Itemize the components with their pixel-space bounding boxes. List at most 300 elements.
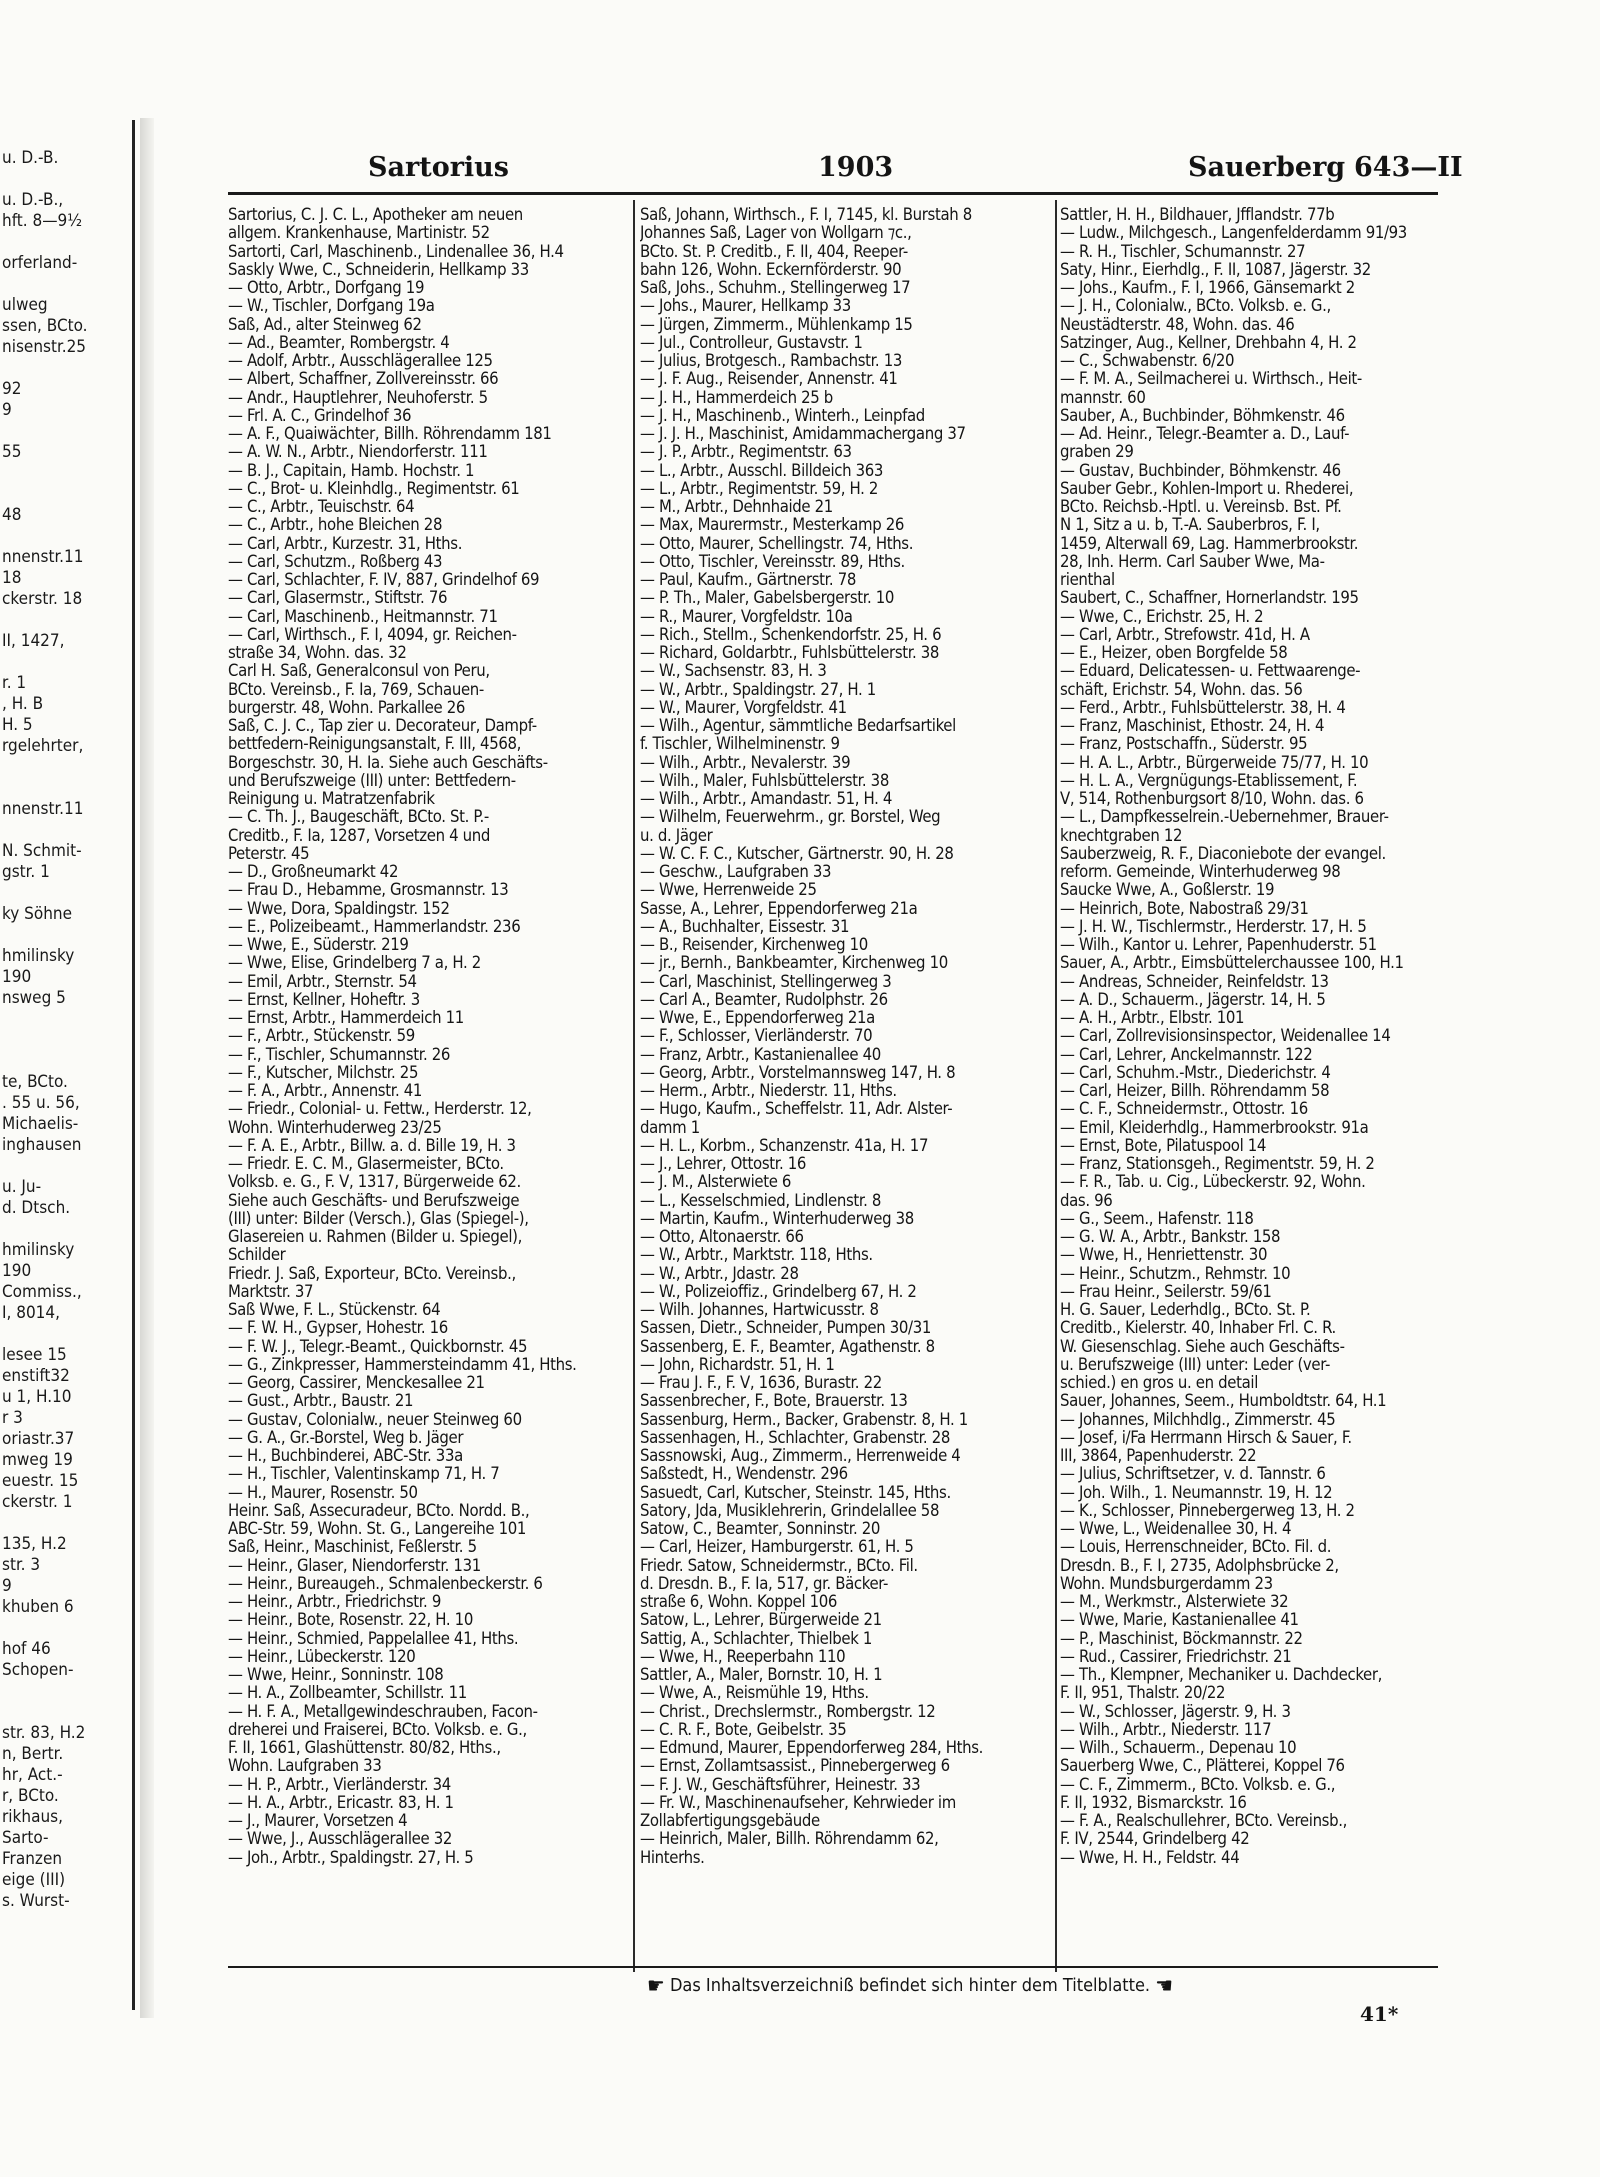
directory-entry-line: und Berufszweige (III) unter: Bettfedern- [228, 771, 516, 790]
directory-entry-line: burgerstr. 48, Wohn. Parkallee 26 [228, 698, 465, 717]
directory-entry-line: schied.) en gros u. en detail [1060, 1374, 1259, 1392]
footer-text: Das Inhaltsverzeichniß befindet sich hinter dem Titelblatte. [669, 1975, 1151, 1996]
directory-entry-line: — Johannes, Milchhdlg., Zimmerstr. 45 [1060, 1410, 1336, 1429]
directory-entry-line: — W., Arbtr., Marktstr. 118, Hths. [640, 1246, 873, 1265]
facing-page-fragment: u. Ju- [2, 1177, 42, 1197]
directory-entry-line: — Th., Klempner, Mechaniker u. Dachdecker, [1060, 1666, 1383, 1684]
directory-entry-line: Volksb. e. G., F. V, 1317, Bürgerweide 62. [228, 1173, 521, 1192]
directory-entry-line: — A., Buchhalter, Eissestr. 31 [640, 917, 850, 936]
directory-entry-line: — Ferd., Arbtr., Fuhlsbüttelerstr. 38, H. 4 [1060, 698, 1346, 717]
directory-entry-line: BCto. Vereinsb., F. Ia, 769, Schauen- [228, 680, 484, 699]
directory-entry-line: Saß, Johann, Wirthsch., F. I, 7145, kl. Burstah 8 [640, 206, 972, 224]
directory-entry-line: f. Tischler, Wilhelminenstr. 9 [640, 735, 840, 754]
directory-entry-line: F. IV, 2544, Grindelberg 42 [1060, 1830, 1250, 1849]
facing-page-fragment: 9 [2, 400, 12, 420]
directory-entry-line: — Wwe, Dora, Spaldingstr. 152 [228, 899, 450, 918]
directory-entry-line: — Jul., Controlleur, Gustavstr. 1 [640, 333, 863, 352]
directory-entry-line: — Carl, Lehrer, Anckelmannstr. 122 [1060, 1045, 1313, 1064]
directory-entry-line: — J. J. H., Maschinist, Amidammachergang 37 [640, 425, 966, 443]
facing-page-fragment: 135, H.2 [2, 1534, 67, 1554]
page-header [228, 152, 1463, 188]
directory-entry-line: — Georg, Cassirer, Menckesallee 21 [228, 1374, 485, 1392]
directory-entry-line: — Wwe, C., Erichstr. 25, H. 2 [1060, 607, 1264, 626]
directory-entry-line: graben 29 [1060, 443, 1134, 462]
directory-entry-line: Friedr. Satow, Schneidermstr., BCto. Fil. [640, 1556, 918, 1575]
directory-entry-line: — H. L. A., Vergnügungs-Etablissement, F. [1060, 771, 1358, 790]
directory-entry-line: — Carl, Schuhm.-Mstr., Diederichstr. 4 [1060, 1063, 1331, 1082]
directory-entry-line: Wohn. Laufgraben 33 [228, 1757, 382, 1776]
facing-page-fragment: H. 5 [2, 715, 33, 735]
directory-entry-line: — H., Tischler, Valentinskamp 71, H. 7 [228, 1465, 500, 1484]
directory-entry-line: — C., Arbtr., Teuischstr. 64 [228, 498, 415, 516]
directory-entry-line: F. II, 1932, Bismarckstr. 16 [1060, 1793, 1247, 1812]
directory-entry-line: — E., Polizeibeamt., Hammerlandstr. 236 [228, 917, 521, 936]
directory-entry-line: allgem. Krankenhause, Martinistr. 52 [228, 224, 490, 243]
facing-page-fragment: Sarto- [2, 1828, 49, 1848]
directory-entry-line: — Wilh., Arbtr., Niederstr. 117 [1060, 1720, 1272, 1739]
facing-page-fragment: hof 46 [2, 1639, 51, 1659]
directory-entry-line: Sasse, A., Lehrer, Eppendorferweg 21a [640, 899, 918, 918]
directory-entry-line: — Josef, i/Fa Herrmann Hirsch & Sauer, F. [1060, 1428, 1352, 1447]
directory-entry-line: — Wwe, Marie, Kastanienallee 41 [1060, 1611, 1299, 1630]
directory-entry-line: — W., Arbtr., Spaldingstr. 27, H. 1 [640, 680, 876, 699]
facing-page-fragment: orferland- [2, 253, 78, 273]
facing-page-fragment: hmilinsky [2, 946, 75, 966]
directory-entry-line: — Heinr., Glaser, Niendorferstr. 131 [228, 1556, 481, 1575]
directory-entry-line: — A. W. N., Arbtr., Niendorferstr. 111 [228, 443, 488, 462]
directory-entry-line: — Carl, Heizer, Billh. Röhrendamm 58 [1060, 1082, 1330, 1100]
directory-entry-line: — Heinrich, Bote, Nabostraß 29/31 [1060, 899, 1309, 918]
directory-entry-line: — Ernst, Arbtr., Hammerdeich 11 [228, 1009, 464, 1027]
directory-entry-line: — C. F., Zimmerm., BCto. Volksb. e. G., [1060, 1775, 1336, 1794]
facing-page-fragment: II, 1427, [2, 631, 65, 651]
directory-entry-line: — Wilh., Kantor u. Lehrer, Papenhuderstr. 51 [1060, 936, 1377, 954]
directory-entry-line: BCto. St. P. Creditb., F. II, 404, Reeper- [640, 242, 908, 261]
directory-entry-line: — Ad., Beamter, Rombergstr. 4 [228, 333, 450, 352]
directory-entry-line: Saß Wwe, F. L., Stückenstr. 64 [228, 1301, 441, 1319]
directory-entry-line: Satory, Jda, Musiklehrerin, Grindelallee 58 [640, 1501, 940, 1520]
directory-entry-line: — W. C. F. C., Kutscher, Gärtnerstr. 90, H. 28 [640, 844, 954, 863]
directory-entry-line: Wohn. Winterhuderweg 23/25 [228, 1118, 442, 1137]
header-first-name: Sartorius [368, 152, 510, 183]
directory-entry-line: — Carl, Zollrevisionsinspector, Weidenallee 14 [1060, 1027, 1391, 1046]
directory-entry-line: — G., Seem., Hafenstr. 118 [1060, 1209, 1254, 1228]
directory-entry-line: — F. R., Tab. u. Cig., Lübeckerstr. 92, Wohn. [1060, 1173, 1366, 1192]
directory-entry-line: — Ernst, Kellner, Hoheftr. 3 [228, 990, 420, 1009]
directory-entry-line: Saß, Heinr., Maschinist, Feßlerstr. 5 [228, 1538, 477, 1557]
directory-entry-line: — Heinr., Lübeckerstr. 120 [228, 1647, 416, 1666]
directory-entry-line: knechtgraben 12 [1060, 826, 1183, 845]
facing-page-fragment: mweg 19 [2, 1450, 73, 1470]
directory-entry-line: Siehe auch Geschäfts- und Berufszweige [228, 1191, 520, 1210]
directory-entry-line: — W., Tischler, Dorfgang 19a [228, 297, 435, 316]
directory-entry-line: Sartorti, Carl, Maschinenb., Lindenallee 36, H.4 [228, 242, 564, 261]
facing-page-fragment: r, BCto. [2, 1786, 59, 1806]
printer-signature: 41* [1360, 2002, 1399, 2026]
directory-entry-line: (III) unter: Bilder (Versch.), Glas (Spiegel-), [228, 1209, 529, 1228]
facing-page-fragment: str. 83, H.2 [2, 1723, 86, 1743]
directory-entry-line: — Johs., Maurer, Hellkamp 33 [640, 297, 851, 316]
directory-entry-line: — Martin, Kaufm., Winterhuderweg 38 [640, 1209, 914, 1228]
directory-entry-line: — Wwe, Herrenweide 25 [640, 881, 817, 900]
facing-page-fragment: lesee 15 [2, 1345, 67, 1365]
directory-entry-line: N 1, Sitz a u. b, T.-A. Sauberbros, F. I, [1060, 516, 1320, 535]
directory-entry-line: — Andr., Hauptlehrer, Neuhoferstr. 5 [228, 388, 488, 407]
directory-entry-line: — Rud., Cassirer, Friedrichstr. 21 [1060, 1647, 1292, 1666]
pointing-hand-icon: ☚ [1155, 1974, 1173, 1999]
directory-entry-line: — Heinr., Arbtr., Friedrichstr. 9 [228, 1593, 441, 1611]
directory-entry-line: Schilder [228, 1246, 286, 1265]
directory-entry-line: — H. A., Zollbeamter, Schillstr. 11 [228, 1684, 467, 1703]
directory-entry-line: Sattig, A., Schlachter, Thielbek 1 [640, 1629, 873, 1648]
directory-entry-line: damm 1 [640, 1118, 700, 1137]
facing-page-fragment: 9 [2, 1576, 12, 1596]
facing-page-fragment: te, BCto. [2, 1072, 68, 1092]
directory-entry-line: — Fr. W., Maschinenaufseher, Kehrwieder im [640, 1793, 956, 1812]
directory-entry-line: — C. F., Schneidermstr., Ottostr. 16 [1060, 1100, 1308, 1119]
header-rule [228, 192, 1438, 195]
directory-entry-line: Saß, C. J. C., Tap zier u. Decorateur, Dampf- [228, 717, 537, 735]
directory-entry-line: — L., Arbtr., Ausschl. Billdeich 363 [640, 461, 884, 480]
directory-entry-line: — C., Arbtr., hohe Bleichen 28 [228, 516, 443, 535]
directory-entry-line: Saskly Wwe, C., Schneiderin, Hellkamp 33 [228, 260, 529, 279]
directory-entry-line: Neustädterstr. 48, Wohn. das. 46 [1060, 315, 1295, 334]
directory-entry-line: Glasereien u. Rahmen (Bilder u. Spiegel), [228, 1228, 523, 1246]
directory-entry-line: Saucke Wwe, A., Goßlerstr. 19 [1060, 881, 1275, 900]
directory-entry-line: Hinterhs. [640, 1848, 705, 1867]
facing-page-fragment: nsweg 5 [2, 988, 66, 1008]
directory-entry-line: — Edmund, Maurer, Eppendorferweg 284, Hths. [640, 1739, 984, 1757]
directory-entry-line: — Emil, Kleiderhdlg., Hammerbrookstr. 91a [1060, 1118, 1369, 1137]
directory-entry-line: Friedr. J. Saß, Exporteur, BCto. Vereinsb., [228, 1264, 516, 1283]
directory-entry-line: — Frau D., Hebamme, Grosmannstr. 13 [228, 881, 509, 900]
facing-page-fragment: 190 [2, 967, 32, 987]
directory-entry-line: Sauber Gebr., Kohlen-Import u. Rhederei, [1060, 479, 1354, 498]
directory-entry-line: — J. H., Colonialw., BCto. Volksb. e. G., [1060, 297, 1331, 316]
directory-entry-line: mannstr. 60 [1060, 388, 1146, 407]
directory-entry-line: — Jürgen, Zimmerm., Mühlenkamp 15 [640, 315, 913, 334]
directory-entry-line: — Carl, Wirthsch., F. I, 4094, gr. Reichen- [228, 625, 517, 644]
directory-entry-line: — H. A., Arbtr., Ericastr. 83, H. 1 [228, 1793, 454, 1812]
facing-page-fragment: 48 [2, 505, 22, 525]
facing-page-fragment: hmilinsky [2, 1240, 75, 1260]
directory-entry-line: Sassenburg, Herm., Backer, Grabenstr. 8, H. 1 [640, 1410, 968, 1429]
directory-entry-line: — Carl, Heizer, Hamburgerstr. 61, H. 5 [640, 1538, 914, 1557]
directory-entry-line: Satow, L., Lehrer, Bürgerweide 21 [640, 1611, 882, 1630]
directory-entry-line: dreherei und Fraiserei, BCto. Volksb. e. G., [228, 1720, 527, 1739]
facing-page-fragment: Franzen [2, 1849, 63, 1869]
directory-column-3 [1060, 206, 1440, 1964]
facing-page-fragment: ulweg [2, 295, 48, 315]
facing-page-fragment: nisenstr.25 [2, 337, 87, 357]
directory-entry-line: Peterstr. 45 [228, 844, 310, 863]
directory-entry-line: — H., Buchbinderei, ABC-Str. 33a [228, 1447, 463, 1465]
directory-entry-line: — C., Brot- u. Kleinhdlg., Regimentstr. 61 [228, 479, 520, 498]
footer-rule [228, 1966, 1438, 1968]
directory-entry-line: Borgeschstr. 30, H. Ia. Siehe auch Geschäfts- [228, 753, 548, 772]
directory-entry-line: — Carl, Maschinenb., Heitmannstr. 71 [228, 607, 498, 626]
directory-entry-line: — Friedr. E. C. M., Glasermeister, BCto. [228, 1155, 504, 1173]
facing-page-fragment: hr, Act.- [2, 1765, 63, 1785]
directory-entry-line: — Frau Heinr., Seilerstr. 59/61 [1060, 1282, 1272, 1301]
directory-entry-line: — Julius, Brotgesch., Rambachstr. 13 [640, 352, 902, 370]
directory-entry-line: — Wwe, L., Weidenallee 30, H. 4 [1060, 1520, 1292, 1538]
directory-entry-line: — F. A. E., Arbtr., Billw. a. d. Bille 19, H. 3 [228, 1136, 516, 1155]
directory-entry-line: — Ludw., Milchgesch., Langenfelderdamm 91/93 [1060, 224, 1407, 243]
directory-entry-line: — F. J. W., Geschäftsführer, Heinestr. 33 [640, 1775, 921, 1794]
directory-entry-line: u. Berufszweige (III) unter: Leder (ver- [1060, 1355, 1331, 1374]
directory-entry-line: V, 514, Rothenburgsort 8/10, Wohn. das. 6 [1060, 790, 1364, 808]
directory-entry-line: — Ad. Heinr., Telegr.-Beamter a. D., Lauf- [1060, 425, 1350, 443]
directory-entry-line: Creditb., Kielerstr. 40, Inhaber Frl. C. R. [1060, 1319, 1336, 1338]
directory-entry-line: — F. A., Realschullehrer, BCto. Vereinsb., [1060, 1812, 1348, 1830]
directory-entry-line: — Frl. A. C., Grindelhof 36 [228, 406, 412, 425]
directory-entry-line: — Andreas, Schneider, Reinfeldstr. 13 [1060, 972, 1329, 991]
directory-entry-line: — K., Schlosser, Pinnebergerweg 13, H. 2 [1060, 1501, 1355, 1520]
directory-entry-line: — L., Dampfkesselrein.-Uebernehmer, Brauer- [1060, 808, 1389, 827]
directory-entry-line: — J. H., Maschinenb., Winterh., Leinpfad [640, 406, 925, 425]
facing-page-fragment: 190 [2, 1261, 32, 1281]
directory-entry-line: bettfedern-Reinigungsanstalt, F. III, 4568, [228, 735, 522, 754]
facing-page-fragment: s. Wurst- [2, 1891, 70, 1911]
facing-page-fragment: rikhaus, [2, 1807, 63, 1827]
directory-entry-line: Sartorius, C. J. C. L., Apotheker am neuen [228, 206, 523, 224]
directory-entry-line: — Franz, Arbtr., Kastanienallee 40 [640, 1045, 881, 1064]
directory-entry-line: — Carl, Arbtr., Kurzestr. 31, Hths. [228, 534, 463, 553]
facing-page-fragment: 18 [2, 568, 22, 588]
directory-entry-line: — W., Sachsenstr. 83, H. 3 [640, 662, 827, 681]
directory-entry-line: — Otto, Altonaerstr. 66 [640, 1228, 804, 1246]
directory-entry-line: — G., Zinkpresser, Hammersteindamm 41, Hths. [228, 1355, 577, 1374]
directory-entry-line: Saty, Hinr., Eierhdlg., F. II, 1087, Jägerstr. 32 [1060, 260, 1371, 279]
facing-page-fragment: gstr. 1 [2, 862, 50, 882]
directory-entry-line: — Herm., Arbtr., Niederstr. 11, Hths. [640, 1082, 897, 1100]
directory-entry-line: — J. H. W., Tischlermstr., Herderstr. 17, H. 5 [1060, 917, 1367, 936]
directory-entry-line: Zollabfertigungsgebäude [640, 1812, 820, 1830]
directory-entry-line: — H. L., Korbm., Schanzenstr. 41a, H. 17 [640, 1136, 929, 1155]
directory-entry-line: BCto. Reichsb.-Hptl. u. Vereinsb. Bst. Pf. [1060, 498, 1342, 516]
directory-entry-line: — Christ., Drechslermstr., Rombergstr. 12 [640, 1702, 936, 1721]
directory-entry-line: — W., Polizeioffiz., Grindelberg 67, H. 2 [640, 1282, 917, 1301]
directory-entry-line: — Georg, Arbtr., Vorstelmannsweg 147, H. 8 [640, 1063, 956, 1082]
directory-entry-line: Sauberzweig, R. F., Diaconiebote der evangel. [1060, 844, 1386, 863]
directory-entry-line: — Eduard, Delicatessen- u. Fettwaarenge- [1060, 662, 1361, 681]
facing-page-fragment: inghausen [2, 1135, 82, 1155]
header-year: 1903 [818, 152, 894, 183]
column-divider [633, 200, 635, 1972]
directory-entry-line: — P., Maschinist, Böckmannstr. 22 [1060, 1629, 1303, 1648]
directory-entry-line: — Johs., Kaufm., F. I, 1966, Gänsemarkt 2 [1060, 279, 1355, 297]
directory-entry-line: — Richard, Goldarbtr., Fuhlsbüttelerstr. 38 [640, 644, 940, 662]
directory-entry-line: — Franz, Postschaffn., Süderstr. 95 [1060, 735, 1308, 754]
directory-entry-line: Sattler, H. H., Bildhauer, Jfflandstr. 77b [1060, 206, 1335, 224]
facing-page-fragment: u. D.-B., [2, 190, 64, 210]
directory-entry-line: Sasuedt, Carl, Kutscher, Steinstr. 145, Hths. [640, 1483, 951, 1502]
directory-entry-line: F. II, 1661, Glashüttenstr. 80/82, Hths., [228, 1739, 501, 1757]
directory-entry-line: — Ernst, Zollamtsassist., Pinnebergerweg 6 [640, 1757, 950, 1776]
directory-entry-line: Saubert, C., Schaffner, Hornerlandstr. 195 [1060, 589, 1359, 608]
directory-entry-line: — Otto, Tischler, Vereinsstr. 89, Hths. [640, 552, 905, 571]
directory-entry-line: — Heinr., Schutzm., Rehmstr. 10 [1060, 1264, 1291, 1283]
directory-entry-line: — P. Th., Maler, Gabelsbergerstr. 10 [640, 589, 895, 608]
directory-entry-line: Sauer, A., Arbtr., Eimsbüttelerchaussee 100, H.1 [1060, 954, 1404, 973]
directory-entry-line: — Gustav, Buchbinder, Böhmkenstr. 46 [1060, 461, 1341, 480]
facing-page-fragment: str. 3 [2, 1555, 41, 1575]
directory-entry-line: d. Dresdn. B., F. Ia, 517, gr. Bäcker- [640, 1574, 889, 1593]
facing-page-fragment: 55 [2, 442, 22, 462]
directory-entry-line: — Rich., Stellm., Schenkendorfstr. 25, H. 6 [640, 625, 942, 644]
directory-entry-line: — Wwe, A., Reismühle 19, Hths. [640, 1684, 869, 1703]
directory-entry-line: — R. H., Tischler, Schumannstr. 27 [1060, 242, 1306, 261]
directory-entry-line: — L., Kesselschmied, Lindlenstr. 8 [640, 1191, 882, 1210]
facing-page-fragment: N. Schmit- [2, 841, 82, 861]
directory-entry-line: — Wwe, Elise, Grindelberg 7 a, H. 2 [228, 954, 481, 973]
directory-entry-line: Satzinger, Aug., Kellner, Drehbahn 4, H. 2 [1060, 333, 1357, 352]
directory-entry-line: — Heinr., Bureaugeh., Schmalenbeckerstr. 6 [228, 1574, 543, 1593]
directory-entry-line: Wohn. Mundsburgerdamm 23 [1060, 1574, 1273, 1593]
facing-page-edge [0, 120, 135, 2010]
directory-entry-line: — Max, Maurermstr., Mesterkamp 26 [640, 516, 905, 535]
facing-page-fragment: ckerstr. 1 [2, 1492, 73, 1512]
directory-entry-line: — Heinr., Schmied, Pappelallee 41, Hths. [228, 1629, 519, 1648]
directory-entry-line: — H. P., Arbtr., Vierländerstr. 34 [228, 1775, 451, 1794]
directory-entry-line: Reinigung u. Matratzenfabrik [228, 790, 435, 808]
facing-page-fragment: eige (III) [2, 1870, 66, 1890]
directory-entry-line: 28, Inh. Herm. Carl Sauber Wwe, Ma- [1060, 552, 1325, 571]
directory-entry-line: — H., Maurer, Rosenstr. 50 [228, 1483, 418, 1502]
directory-entry-line: — D., Großneumarkt 42 [228, 863, 399, 881]
directory-entry-line: — J. F. Aug., Reisender, Annenstr. 41 [640, 370, 898, 389]
directory-entry-line: — A. F., Quaiwächter, Billh. Röhrendamm 181 [228, 425, 552, 443]
directory-entry-line: — Franz, Stationsgeh., Regimentstr. 59, H. 2 [1060, 1155, 1375, 1173]
directory-entry-line: straße 34, Wohn. das. 32 [228, 644, 407, 662]
directory-entry-line: — Heinr., Bote, Rosenstr. 22, H. 10 [228, 1611, 473, 1630]
directory-entry-line: — Carl, Schlachter, F. IV, 887, Grindelhof 69 [228, 571, 540, 589]
directory-entry-line: — J. H., Hammerdeich 25 b [640, 388, 833, 407]
directory-entry-line: reform. Gemeinde, Winterhuderweg 98 [1060, 863, 1341, 881]
directory-entry-line: Sassenbrecher, F., Bote, Brauerstr. 13 [640, 1392, 908, 1411]
directory-entry-line: — Gust., Arbtr., Baustr. 21 [228, 1392, 414, 1411]
facing-page-fragment: euestr. 15 [2, 1471, 79, 1491]
directory-entry-line: — Wwe, Heinr., Sonninstr. 108 [228, 1666, 444, 1684]
directory-entry-line: — M., Werkmstr., Alsterwiete 32 [1060, 1593, 1289, 1611]
directory-entry-line: — Paul, Kaufm., Gärtnerstr. 78 [640, 571, 856, 589]
directory-entry-line: — Wwe, H. H., Feldstr. 44 [1060, 1848, 1240, 1867]
directory-entry-line: — M., Arbtr., Dehnhaide 21 [640, 498, 833, 516]
directory-entry-line: — Wwe, J., Ausschlägerallee 32 [228, 1830, 452, 1849]
directory-entry-line: — Louis, Herrenschneider, BCto. Fil. d. [1060, 1538, 1332, 1557]
directory-entry-line: — J. P., Arbtr., Regimentstr. 63 [640, 443, 852, 462]
header-page-number: 643—II [1354, 152, 1463, 183]
directory-entry-line: — F., Kutscher, Milchstr. 25 [228, 1063, 419, 1082]
directory-entry-line: F. II, 951, Thalstr. 20/22 [1060, 1684, 1226, 1703]
facing-page-fragment: u. D.-B. [2, 148, 59, 168]
directory-entry-line: rienthal [1060, 571, 1115, 589]
directory-entry-line: Sauerberg Wwe, C., Plätterei, Koppel 76 [1060, 1757, 1345, 1776]
facing-page-fragment: , H. B [2, 694, 44, 714]
directory-entry-line: — H. A. L., Arbtr., Bürgerweide 75/77, H. 10 [1060, 753, 1369, 772]
directory-entry-line: — J., Maurer, Vorsetzen 4 [228, 1812, 408, 1830]
facing-page-fragment: . 55 u. 56, [2, 1093, 80, 1113]
directory-entry-line: — G. A., Gr.-Borstel, Weg b. Jäger [228, 1428, 464, 1447]
directory-entry-line: — Wwe, E., Eppendorferweg 21a [640, 1009, 875, 1027]
directory-entry-line: Sattler, A., Maler, Bornstr. 10, H. 1 [640, 1666, 883, 1684]
directory-entry-line: das. 96 [1060, 1191, 1113, 1210]
directory-entry-line: — Wilh., Arbtr., Amandastr. 51, H. 4 [640, 790, 893, 808]
directory-entry-line: — Otto, Arbtr., Dorfgang 19 [228, 279, 425, 297]
directory-entry-line: — Wilh. Johannes, Hartwicusstr. 8 [640, 1301, 879, 1319]
directory-entry-line: Carl H. Saß, Generalconsul von Peru, [228, 662, 490, 681]
facing-page-fragment: d. Dtsch. [2, 1198, 71, 1218]
directory-entry-line: — C. Th. J., Baugeschäft, BCto. St. P.- [228, 808, 489, 827]
directory-entry-line: Marktstr. 37 [228, 1282, 314, 1301]
directory-column-2 [640, 206, 1054, 1964]
directory-entry-line: schäft, Erichstr. 54, Wohn. das. 56 [1060, 680, 1303, 699]
directory-entry-line: Sauer, Johannes, Seem., Humboldtstr. 64, H.1 [1060, 1392, 1387, 1411]
directory-entry-line: Johannes Saß, Lager von Wollgarn ⁊c., [640, 224, 912, 243]
directory-entry-line: — Carl, Maschinist, Stellingerweg 3 [640, 972, 892, 991]
directory-entry-line: bahn 126, Wohn. Eckernförderstr. 90 [640, 260, 902, 279]
directory-entry-line: — Wilh., Maler, Fuhlsbüttelerstr. 38 [640, 771, 889, 790]
directory-entry-line: — Gustav, Colonialw., neuer Steinweg 60 [228, 1410, 522, 1429]
directory-entry-line: — Wilh., Arbtr., Nevalerstr. 39 [640, 753, 851, 772]
facing-page-fragment: 92 [2, 379, 22, 399]
directory-entry-line: — W., Schlosser, Jägerstr. 9, H. 3 [1060, 1702, 1291, 1721]
facing-page-fragment: Commiss., [2, 1282, 82, 1302]
header-last-name: Sauerberg [1188, 152, 1346, 183]
directory-entry-line: Sauber, A., Buchbinder, Böhmkenstr. 46 [1060, 406, 1345, 425]
directory-entry-line: — Friedr., Colonial- u. Fettw., Herderstr. 12, [228, 1100, 532, 1119]
facing-page-fragment: enstift32 [2, 1366, 70, 1386]
directory-entry-line: Dresdn. B., F. I, 2735, Adolphsbrücke 2, [1060, 1556, 1339, 1575]
directory-entry-line: — Hugo, Kaufm., Scheffelstr. 11, Adr. Alster- [640, 1100, 953, 1119]
directory-entry-line: — L., Arbtr., Regimentstr. 59, H. 2 [640, 479, 879, 498]
directory-entry-line: ABC-Str. 59, Wohn. St. G., Langereihe 101 [228, 1520, 527, 1538]
facing-page-fragment: rgelehrter, [2, 736, 84, 756]
facing-page-fragment: Schopen- [2, 1660, 74, 1680]
directory-entry-line: — Carl, Glasermstr., Stiftstr. 76 [228, 589, 448, 608]
directory-entry-line: — Franz, Maschinist, Ethostr. 24, H. 4 [1060, 717, 1325, 735]
directory-entry-line: — J. M., Alsterwiete 6 [640, 1173, 792, 1192]
directory-entry-line: — jr., Bernh., Bankbeamter, Kirchenweg 10 [640, 954, 948, 973]
directory-entry-line: Satow, C., Beamter, Sonninstr. 20 [640, 1520, 881, 1538]
directory-entry-line: — F., Tischler, Schumannstr. 26 [228, 1045, 451, 1064]
directory-entry-line: — F. M. A., Seilmacherei u. Wirthsch., Heit- [1060, 370, 1362, 389]
directory-entry-line: — G. W. A., Arbtr., Bankstr. 158 [1060, 1228, 1281, 1246]
directory-entry-line: — F., Arbtr., Stückenstr. 59 [228, 1027, 415, 1046]
directory-entry-line: — Carl, Schutzm., Roßberg 43 [228, 552, 443, 571]
directory-entry-line: Saßstedt, H., Wendenstr. 296 [640, 1465, 848, 1484]
directory-entry-line: — F. W. H., Gypser, Hohestr. 16 [228, 1319, 448, 1338]
directory-entry-line: — Frau J. F., F. V, 1636, Burastr. 22 [640, 1374, 882, 1392]
facing-page-fragment: Michaelis- [2, 1114, 79, 1134]
directory-entry-line: — Wwe, H., Henriettenstr. 30 [1060, 1246, 1268, 1265]
facing-page-fragment: khuben 6 [2, 1597, 74, 1617]
directory-entry-line: — R., Maurer, Vorgfeldstr. 10a [640, 607, 853, 626]
directory-entry-line: — Ernst, Bote, Pilatuspool 14 [1060, 1136, 1267, 1155]
directory-entry-line: — B., Reisender, Kirchenweg 10 [640, 936, 868, 954]
facing-page-fragment: u 1, H.10 [2, 1387, 72, 1407]
directory-entry-line: — John, Richardstr. 51, H. 1 [640, 1355, 835, 1374]
facing-page-fragment: I, 8014, [2, 1303, 60, 1323]
directory-entry-line: — F., Schlosser, Vierländerstr. 70 [640, 1027, 873, 1046]
directory-entry-line: — Geschw., Laufgraben 33 [640, 863, 832, 881]
directory-entry-line: III, 3864, Papenhuderstr. 22 [1060, 1447, 1257, 1465]
directory-entry-line: Sassnowski, Aug., Zimmerm., Herrenweide 4 [640, 1447, 961, 1465]
directory-entry-line: — Julius, Schriftsetzer, v. d. Tannstr. 6 [1060, 1465, 1326, 1484]
pointing-hand-icon: ☛ [647, 1974, 665, 1999]
directory-entry-line: u. d. Jäger [640, 826, 713, 845]
